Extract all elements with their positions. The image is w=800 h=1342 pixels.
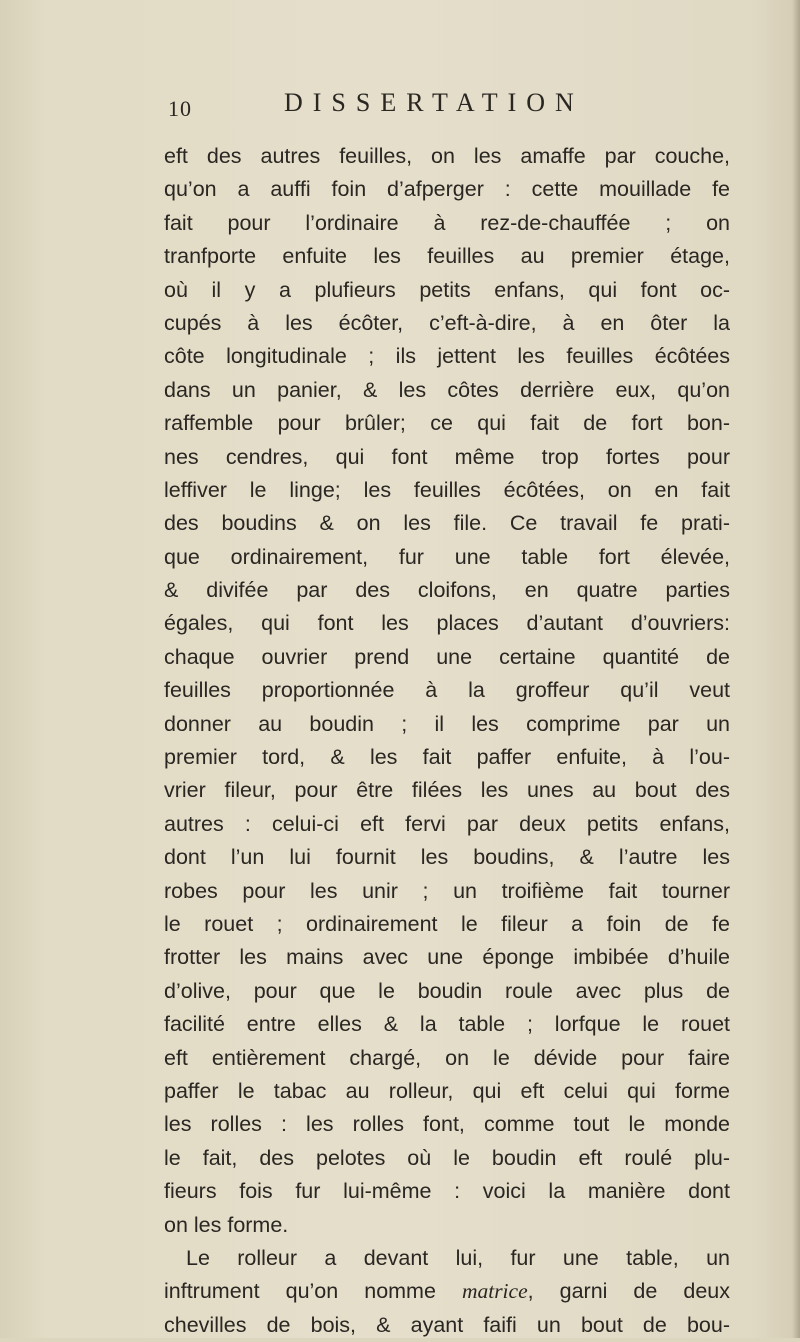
text-line-with-italic [164, 1275, 730, 1308]
body-text [164, 140, 730, 1342]
text-line: le fait, des pelotes où le boudin eft roulé plu- [164, 1145, 730, 1170]
text-line: premier tord, & les fait paffer enfuite, à l’ou- [164, 745, 730, 770]
text-line: & divifée par des cloifons, en quatre parties [164, 578, 730, 603]
text-line: facilité entre elles & la table ; lorfque le rouet [164, 1012, 730, 1037]
page-edge-shadow [792, 0, 800, 1338]
text-line: tranfporte enfuite les feuilles au premier étage, [164, 244, 730, 269]
text-line: raffemble pour brûler; ce qui fait de fort bon- [164, 411, 730, 436]
text-line: fait pour l’ordinaire à rez-de-chauffée ; on [164, 210, 730, 235]
text-line: que ordinairement, fur une table fort élevée, [164, 544, 730, 569]
text-line: des boudins & on les file. Ce travail fe prati- [164, 511, 730, 536]
text-line: où il y a plufieurs petits enfans, qui font oc- [164, 277, 730, 302]
text-segment: , garni de deux [527, 1279, 730, 1304]
text-line: frotter les mains avec une éponge imbibée d’huile [164, 945, 730, 970]
running-head [168, 86, 728, 122]
text-line: feuilles proportionnée à la groffeur qu’il veut [164, 678, 730, 703]
text-line: leffiver le linge; les feuilles écôtées, on en fait [164, 477, 730, 502]
text-line: qu’on a auffi foin d’afperger : cette mouillade fe [164, 177, 730, 202]
text-line: côte longitudinale ; ils jettent les feuilles écôtées [164, 344, 730, 369]
page-number: 10 [168, 96, 192, 121]
text-line: dont l’un lui fournit les boudins, & l’autre les [164, 845, 730, 870]
italic-term: matrice [461, 1279, 528, 1304]
text-line: cupés à les écôter, c’eft-à-dire, à en ôter la [164, 310, 730, 335]
text-line: d’olive, pour que le boudin roule avec plus de [164, 978, 730, 1003]
running-title: DISSERTATION [284, 88, 584, 117]
text-line: paffer le tabac au rolleur, qui eft celui qui forme [164, 1078, 730, 1103]
text-line: dans un panier, & les côtes derrière eux, qu’on [164, 377, 730, 402]
text-line: robes pour les unir ; un troifième fait tourner [164, 878, 730, 903]
text-line: eft des autres feuilles, on les amaffe par couche, [164, 144, 730, 168]
text-line: donner au boudin ; il les comprime par un [164, 711, 730, 736]
text-line: vrier fileur, pour être filées les unes au bout des [164, 778, 730, 803]
text-line: chevilles de bois, & ayant faifi un bout de bou- [164, 1312, 730, 1337]
text-line: eft entièrement chargé, on le dévide pour faire [164, 1045, 730, 1070]
paragraph-start-line: Le rolleur a devant lui, fur une table, un [186, 1245, 730, 1270]
text-line: le rouet ; ordinairement le fileur a foin de fe [164, 911, 730, 936]
text-line: on les forme. [164, 1212, 289, 1237]
text-line: chaque ouvrier prend une certaine quantité de [164, 644, 730, 669]
text-line: les rolles : les rolles font, comme tout le monde [164, 1112, 730, 1137]
text-line: égales, qui font les places d’autant d’ouvriers: [164, 611, 730, 636]
text-line: nes cendres, qui font même trop fortes pour [164, 444, 730, 469]
text-segment: inftrument qu’on nomme [164, 1279, 462, 1304]
text-line: fieurs fois fur lui-même : voici la manière dont [164, 1179, 730, 1204]
text-line: autres : celui-ci eft fervi par deux petits enfans, [164, 811, 730, 836]
